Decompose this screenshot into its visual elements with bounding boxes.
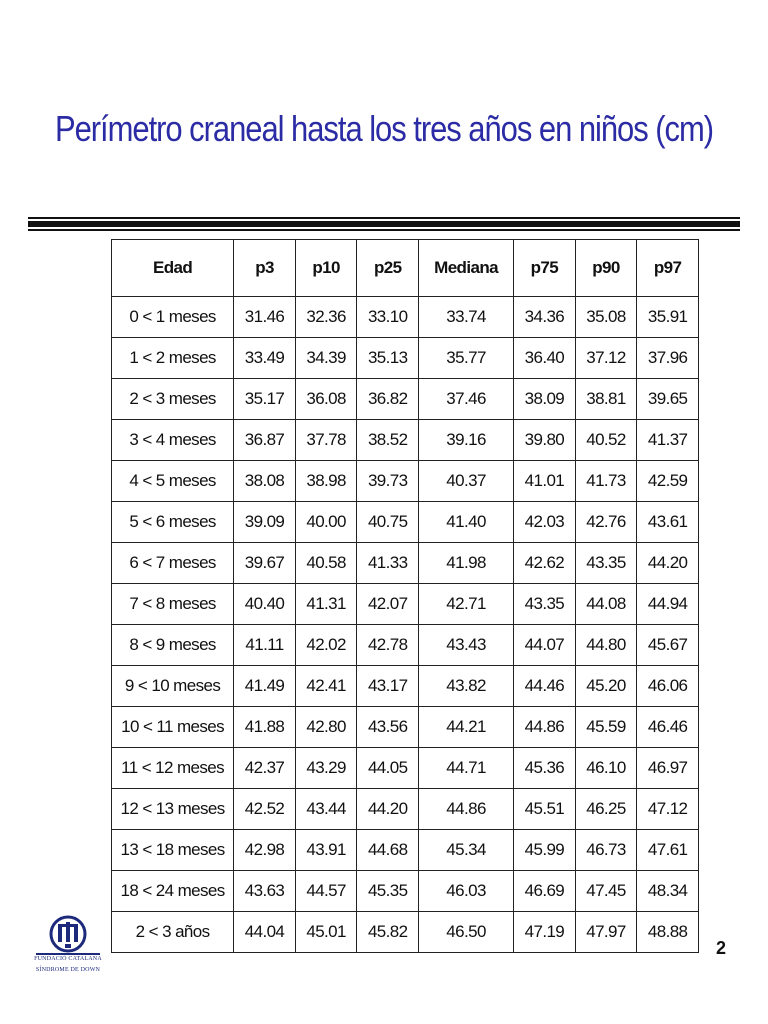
value-cell: 42.37 — [234, 748, 296, 789]
value-cell: 45.35 — [357, 871, 419, 912]
value-cell: 40.37 — [419, 461, 514, 502]
value-cell: 44.86 — [514, 707, 576, 748]
header-cell: p10 — [295, 240, 357, 297]
value-cell: 37.78 — [295, 420, 357, 461]
table-row — [112, 912, 699, 953]
value-cell: 36.08 — [295, 379, 357, 420]
age-cell: 10 < 11 meses — [112, 707, 234, 748]
value-cell: 46.06 — [637, 666, 699, 707]
age-cell: 2 < 3 años — [112, 912, 234, 953]
value-cell: 43.56 — [357, 707, 419, 748]
head-circumference-table — [111, 239, 699, 953]
value-cell: 43.91 — [295, 830, 357, 871]
value-cell: 40.75 — [357, 502, 419, 543]
value-cell: 39.73 — [357, 461, 419, 502]
value-cell: 42.41 — [295, 666, 357, 707]
value-cell: 40.58 — [295, 543, 357, 584]
page-number: 2 — [716, 938, 727, 958]
value-cell: 45.01 — [295, 912, 357, 953]
value-cell: 39.65 — [637, 379, 699, 420]
value-cell: 43.17 — [357, 666, 419, 707]
value-cell: 44.80 — [575, 625, 637, 666]
value-cell: 42.80 — [295, 707, 357, 748]
value-cell: 42.98 — [234, 830, 296, 871]
value-cell: 43.35 — [575, 543, 637, 584]
value-cell: 41.33 — [357, 543, 419, 584]
header-cell: p75 — [514, 240, 576, 297]
value-cell: 40.00 — [295, 502, 357, 543]
value-cell: 33.49 — [234, 338, 296, 379]
header-cell: p90 — [575, 240, 637, 297]
value-cell: 47.61 — [637, 830, 699, 871]
table-row — [112, 584, 699, 625]
value-cell: 44.20 — [357, 789, 419, 830]
table-row — [112, 461, 699, 502]
value-cell: 37.96 — [637, 338, 699, 379]
value-cell: 37.46 — [419, 379, 514, 420]
age-cell: 0 < 1 meses — [112, 297, 234, 338]
value-cell: 33.10 — [357, 297, 419, 338]
age-cell: 13 < 18 meses — [112, 830, 234, 871]
value-cell: 35.77 — [419, 338, 514, 379]
value-cell: 35.17 — [234, 379, 296, 420]
value-cell: 34.39 — [295, 338, 357, 379]
value-cell: 44.46 — [514, 666, 576, 707]
value-cell: 45.34 — [419, 830, 514, 871]
value-cell: 44.04 — [234, 912, 296, 953]
value-cell: 46.50 — [419, 912, 514, 953]
value-cell: 35.13 — [357, 338, 419, 379]
value-cell: 34.36 — [514, 297, 576, 338]
value-cell: 33.74 — [419, 297, 514, 338]
value-cell: 42.02 — [295, 625, 357, 666]
value-cell: 36.82 — [357, 379, 419, 420]
value-cell: 39.09 — [234, 502, 296, 543]
value-cell: 47.45 — [575, 871, 637, 912]
table-row — [112, 543, 699, 584]
value-cell: 42.59 — [637, 461, 699, 502]
value-cell: 43.43 — [419, 625, 514, 666]
value-cell: 39.80 — [514, 420, 576, 461]
value-cell: 41.11 — [234, 625, 296, 666]
value-cell: 43.82 — [419, 666, 514, 707]
value-cell: 44.68 — [357, 830, 419, 871]
value-cell: 36.87 — [234, 420, 296, 461]
header-cell: Mediana — [419, 240, 514, 297]
table-row — [112, 666, 699, 707]
age-cell: 9 < 10 meses — [112, 666, 234, 707]
value-cell: 38.98 — [295, 461, 357, 502]
value-cell: 45.51 — [514, 789, 576, 830]
value-cell: 39.16 — [419, 420, 514, 461]
age-cell: 2 < 3 meses — [112, 379, 234, 420]
value-cell: 43.63 — [234, 871, 296, 912]
value-cell: 35.91 — [637, 297, 699, 338]
value-cell: 39.67 — [234, 543, 296, 584]
value-cell: 44.86 — [419, 789, 514, 830]
value-cell: 42.76 — [575, 502, 637, 543]
table-row — [112, 338, 699, 379]
value-cell: 46.46 — [637, 707, 699, 748]
table-row — [112, 420, 699, 461]
value-cell: 45.59 — [575, 707, 637, 748]
value-cell: 40.40 — [234, 584, 296, 625]
value-cell: 44.20 — [637, 543, 699, 584]
value-cell: 43.61 — [637, 502, 699, 543]
table-row — [112, 830, 699, 871]
value-cell: 44.07 — [514, 625, 576, 666]
age-cell: 18 < 24 meses — [112, 871, 234, 912]
value-cell: 43.44 — [295, 789, 357, 830]
value-cell: 42.03 — [514, 502, 576, 543]
age-cell: 5 < 6 meses — [112, 502, 234, 543]
value-cell: 42.62 — [514, 543, 576, 584]
value-cell: 32.36 — [295, 297, 357, 338]
value-cell: 45.99 — [514, 830, 576, 871]
value-cell: 46.25 — [575, 789, 637, 830]
value-cell: 46.73 — [575, 830, 637, 871]
value-cell: 37.12 — [575, 338, 637, 379]
value-cell: 41.31 — [295, 584, 357, 625]
table-header-row — [112, 240, 699, 297]
value-cell: 40.52 — [575, 420, 637, 461]
age-cell: 8 < 9 meses — [112, 625, 234, 666]
logo-text-line2: SÍNDROME DE DOWN — [35, 967, 101, 973]
header-cell: p25 — [357, 240, 419, 297]
table-row — [112, 297, 699, 338]
value-cell: 47.97 — [575, 912, 637, 953]
value-cell: 41.40 — [419, 502, 514, 543]
slide-title: Perímetro craneal hasta los tres años en niños (cm) — [54, 108, 714, 149]
value-cell: 45.67 — [637, 625, 699, 666]
value-cell: 45.36 — [514, 748, 576, 789]
header-cell: p3 — [234, 240, 296, 297]
value-cell: 46.97 — [637, 748, 699, 789]
value-cell: 43.29 — [295, 748, 357, 789]
table-row — [112, 789, 699, 830]
value-cell: 42.78 — [357, 625, 419, 666]
age-cell: 12 < 13 meses — [112, 789, 234, 830]
value-cell: 42.71 — [419, 584, 514, 625]
title-divider — [28, 217, 740, 231]
value-cell: 38.09 — [514, 379, 576, 420]
value-cell: 47.12 — [637, 789, 699, 830]
age-cell: 3 < 4 meses — [112, 420, 234, 461]
value-cell: 44.21 — [419, 707, 514, 748]
value-cell: 38.81 — [575, 379, 637, 420]
value-cell: 44.08 — [575, 584, 637, 625]
value-cell: 44.94 — [637, 584, 699, 625]
value-cell: 46.03 — [419, 871, 514, 912]
value-cell: 44.57 — [295, 871, 357, 912]
value-cell: 48.88 — [637, 912, 699, 953]
value-cell: 42.52 — [234, 789, 296, 830]
value-cell: 48.34 — [637, 871, 699, 912]
value-cell: 36.40 — [514, 338, 576, 379]
value-cell: 44.71 — [419, 748, 514, 789]
value-cell: 38.52 — [357, 420, 419, 461]
value-cell: 41.88 — [234, 707, 296, 748]
value-cell: 47.19 — [514, 912, 576, 953]
value-cell: 42.07 — [357, 584, 419, 625]
age-cell: 7 < 8 meses — [112, 584, 234, 625]
table-row — [112, 707, 699, 748]
table-row — [112, 748, 699, 789]
value-cell: 46.69 — [514, 871, 576, 912]
age-cell: 6 < 7 meses — [112, 543, 234, 584]
table-row — [112, 871, 699, 912]
header-cell: Edad — [112, 240, 234, 297]
value-cell: 35.08 — [575, 297, 637, 338]
value-cell: 38.08 — [234, 461, 296, 502]
value-cell: 31.46 — [234, 297, 296, 338]
value-cell: 44.05 — [357, 748, 419, 789]
table-row — [112, 379, 699, 420]
value-cell: 41.73 — [575, 461, 637, 502]
value-cell: 45.20 — [575, 666, 637, 707]
header-cell: p97 — [637, 240, 699, 297]
age-cell: 11 < 12 meses — [112, 748, 234, 789]
age-cell: 1 < 2 meses — [112, 338, 234, 379]
value-cell: 41.01 — [514, 461, 576, 502]
table-row — [112, 625, 699, 666]
value-cell: 45.82 — [357, 912, 419, 953]
age-cell: 4 < 5 meses — [112, 461, 234, 502]
table-row — [112, 502, 699, 543]
value-cell: 41.98 — [419, 543, 514, 584]
value-cell: 41.49 — [234, 666, 296, 707]
value-cell: 43.35 — [514, 584, 576, 625]
logo-text-line1: FUNDACIÓ CATALANA — [34, 956, 102, 962]
value-cell: 46.10 — [575, 748, 637, 789]
value-cell: 41.37 — [637, 420, 699, 461]
